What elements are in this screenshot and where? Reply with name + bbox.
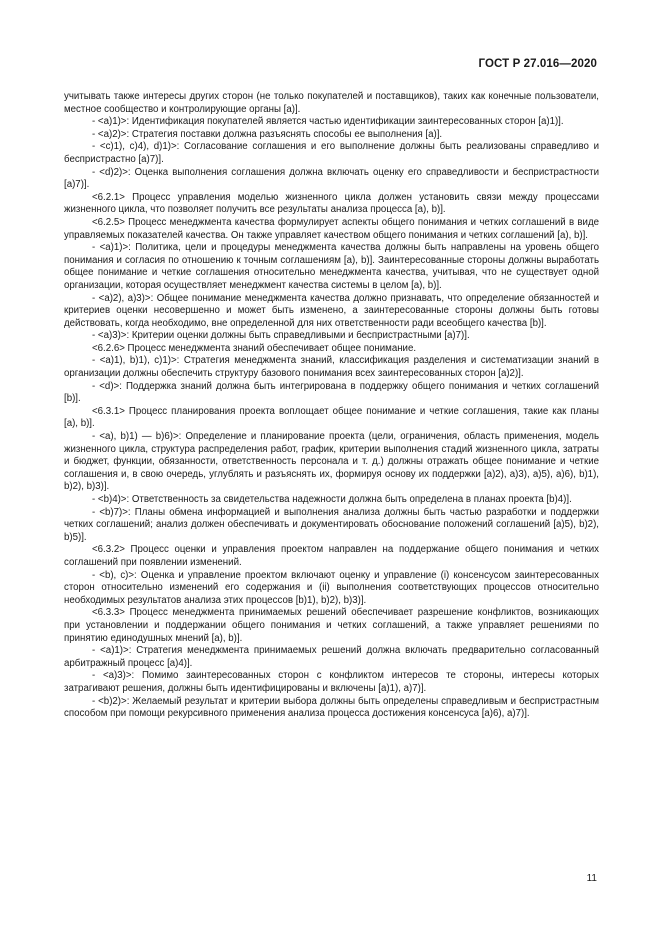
paragraph: <6.2.6> Процесс менеджмента знаний обеспечивает общее понимание.: [92, 342, 417, 354]
paragraph: - <a)1)>: Политика, цели и процедуры менеджмента качества должны быть направлены на уровень общего понимания и согласия по отношению к точным соглашениям [а), b)]. Заинтересованные стороны должны выработать общее понимание и четкие соглашения относительно менеджмента качества, учитывая, что не существует одной организации, которая осуществляет менеджмент качества системы в целом [а), b)].: [64, 242, 599, 291]
paragraph: - <a), b)1) — b)6)>: Определение и планирование проекта (цели, ограничения, область применения, модель жизненного цикла, структура распределения работ, график, критерии выполнения стадий жизненного цикла, затраты и бюджет, функции, обязанности, ответственность персонала и т. д.) должны отражать общее понимание и четкие соглашения и, в свою очередь, углублять и разъяснять их, формируя основу их поддержки [а)2), а)3), а)5), а)6), b)1), b)2), b)3)].: [64, 431, 599, 493]
paragraph: - <a)1)>: Идентификация покупателей является частью идентификации заинтересованных сторон [а)1)].: [92, 116, 564, 128]
paragraph: - <a)2), a)3)>: Общее понимание менеджмента качества должно признавать, что определение обязанностей и критериев оценки несовершенно и может быть изменено, а заинтересованные стороны должны быть готовы действовать, когда необходимо, вне определенной для них ответственности ради всеобщего качества [b)].: [64, 292, 599, 329]
paragraph: <6.2.5> Процесс менеджмента качества формулирует аспекты общего понимания и четких соглашений в виде управляемых показателей качества. Он также управляет качеством общего понимания и четких соглашений [а), b)].: [64, 216, 599, 241]
paragraph: - <c)1), c)4), d)1)>: Согласование соглашения и его выполнение должны быть реализованы справедливо и беспристрастно [а)7)].: [64, 141, 599, 165]
paragraph: <6.3.1> Процесс планирования проекта воплощает общее понимание и четкие соглашения, такие как планы [а), b)].: [64, 405, 599, 430]
document-body: [64, 91, 599, 721]
paragraph: - <a)1)>: Стратегия менеджмента принимаемых решений должна включать предварительно согласованный арбитражный процесс [а)4)].: [64, 645, 599, 669]
paragraph: - <b)4)>: Ответственность за свидетельства надежности должна быть определена в планах проекта [b)4)].: [92, 494, 572, 505]
page-number: 11: [586, 873, 597, 884]
paragraph: - <b)2)>: Желаемый результат и критерии выбора должны быть определены справедливым и беспристрастным способом при помощи рекурсивного применения анализа процесса достижения консенсуса [а)6), а)7)].: [64, 695, 599, 720]
paragraph: - <b)7)>: Планы обмена информацией и выполнения анализа должны быть частью разработки и поддержки четких соглашений; анализ должен обеспечивать и документировать обоснование положений соглашений [а)5), b)2), b)5)].: [64, 506, 599, 543]
paragraph: - <a)2)>: Стратегия поставки должна разъяснять способы ее выполнения [а)].: [92, 128, 443, 140]
paragraph: - <a)3)>: Критерии оценки должны быть справедливыми и беспристрастными [а)7)].: [92, 330, 470, 342]
paragraph: - <d)2)>: Оценка выполнения соглашения должна включать оценку его справедливости и беспристрастности [а)7)].: [64, 166, 599, 191]
paragraph: - <b), c)>: Оценка и управление проектом включают оценку и управление (i) консенсусом заинтересованных сторон относительно изменений его содержания и (ii) выполнения соответствующих процессов относительно необходимых результатов анализа этих процессов [b)1), b)2), b)3)].: [64, 569, 599, 606]
paragraph: <6.2.1> Процесс управления моделью жизненного цикла должен установить связи между процессами жизненного цикла, что позволяет получить все результаты анализа процесса [а), b)].: [64, 191, 599, 216]
paragraph: учитывать также интересы других сторон (не только покупателей и поставщиков), таких как конечные пользователи, местное сообщество и контролирующие органы [а)].: [64, 91, 599, 115]
document-id: ГОСТ Р 27.016—2020: [478, 58, 597, 70]
paragraph: <6.3.2> Процесс оценки и управления проектом направлен на поддержание общего понимания и четких соглашений при появлении изменений.: [64, 544, 599, 568]
paragraph: - <d)>: Поддержка знаний должна быть интегрирована в поддержку общего понимания и четких соглашений [b)].: [64, 380, 599, 405]
paragraph: - <a)1), b)1), c)1)>: Стратегия менеджмента знаний, классификация разделения и систематизации знаний в организации должны обеспечить структуру базового понимания всех заинтересованных сторон [а)2)].: [64, 355, 599, 380]
paragraph: - <a)3)>: Помимо заинтересованных сторон с конфликтом интересов те стороны, интересы которых затрагивают решения, должны быть идентифицированы и включены [а)1), а)7)].: [64, 670, 599, 694]
paragraph: <6.3.3> Процесс менеджмента принимаемых решений обеспечивает разрешение конфликтов, возникающих при установлении и поддержании общего понимания и четких соглашений, а также управляет решениями по принятию единодушных мнений [а), b)].: [64, 607, 599, 644]
